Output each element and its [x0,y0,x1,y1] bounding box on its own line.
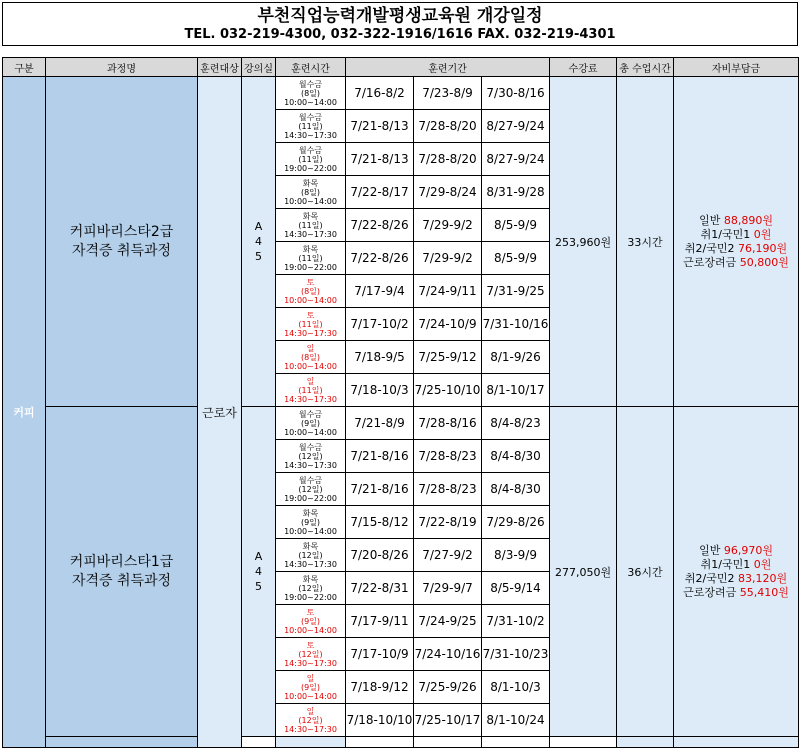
empty-cell [242,737,276,748]
room-char: 4 [255,235,262,248]
session-hours: 14:30~17:30 [284,130,337,140]
period-cell: 7/31-10/16 [482,308,550,341]
subsidy-label: 일반 [699,543,721,557]
period-cell: 8/1-10/3 [482,671,550,704]
subsidy-label: 근로장려금 [683,255,737,269]
session-day: 토 [306,310,315,320]
session-day: 월수금 [298,112,323,122]
subsidy-amount: 0원 [753,227,772,241]
period-cell: 7/28-8/23 [414,440,482,473]
period-cell: 7/22-8/31 [346,572,414,605]
session-hours: 19:00~22:00 [284,163,337,173]
period-cell: 7/15-8/12 [346,506,414,539]
session-hours: 10:00~14:00 [284,361,337,371]
session-count: (8일) [300,187,321,197]
period-cell: 7/21-8/13 [346,143,414,176]
table-row [3,407,799,440]
document-title: 부천직업능력개발평생교육원 개강일정 [257,6,543,26]
subsidy-line [674,572,798,586]
col-header-time: 훈련시간 [276,58,346,77]
session-time [276,341,346,374]
session-time [276,440,346,473]
period-cell: 7/28-8/20 [414,110,482,143]
room-char: 5 [255,250,262,263]
col-header-fee: 수강료 [550,58,617,77]
session-time [276,143,346,176]
period-cell: 7/17-9/11 [346,605,414,638]
session-count: (8일) [300,286,321,296]
period-cell: 8/4-8/30 [482,440,550,473]
session-count: (12일) [298,649,323,659]
schedule-table [2,57,799,748]
col-header-subsidy: 자비부담금 [674,58,799,77]
empty-cell [276,737,346,748]
empty-cell [346,737,414,748]
session-count: (11일) [298,220,323,230]
period-cell: 7/24-9/25 [414,605,482,638]
period-cell: 7/16-8/2 [346,77,414,110]
session-time [276,176,346,209]
session-time [276,242,346,275]
session-count: (12일) [298,550,323,560]
period-cell: 8/27-9/24 [482,110,550,143]
session-count: (9일) [300,616,321,626]
period-cell: 7/31-10/23 [482,638,550,671]
session-time [276,77,346,110]
session-hours: 14:30~17:30 [284,724,337,734]
period-cell: 7/30-8/16 [482,77,550,110]
subsidy-cell [674,407,799,737]
session-time [276,671,346,704]
subsidy-line [674,544,798,558]
session-hours: 10:00~14:00 [284,97,337,107]
period-cell: 7/22-8/26 [346,242,414,275]
period-cell: 7/28-8/23 [414,473,482,506]
session-day: 토 [306,277,315,287]
subsidy-line [674,228,798,242]
session-count: (9일) [300,517,321,527]
course-name-line: 자격증 취득과정 [71,242,172,259]
session-hours: 14:30~17:30 [284,658,337,668]
subsidy-label: 취1/국민1 [700,227,751,241]
session-time [276,539,346,572]
session-count: (8일) [300,88,321,98]
period-cell: 7/28-8/20 [414,143,482,176]
period-cell: 7/27-9/2 [414,539,482,572]
contact-info: TEL. 032-219-4300, 032-322-1916/1616 FAX. 032-219-4301 [184,27,616,42]
session-day: 화목 [302,508,319,518]
col-header-category: 구분 [3,58,46,77]
session-hours: 14:30~17:30 [284,460,337,470]
period-cell: 8/27-9/24 [482,143,550,176]
period-cell: 8/4-8/30 [482,473,550,506]
session-time [276,374,346,407]
period-cell: 8/4-8/23 [482,407,550,440]
period-cell: 7/17-10/9 [346,638,414,671]
subsidy-amount: 76,190원 [738,241,788,255]
period-cell: 7/18-10/3 [346,374,414,407]
subsidy-label: 취1/국민1 [700,557,751,571]
subsidy-cell [674,77,799,407]
session-day: 화목 [302,211,319,221]
session-time [276,605,346,638]
empty-cell [46,737,198,748]
room-char: A [254,550,263,563]
session-hours: 10:00~14:00 [284,196,337,206]
fee-cell: 277,050원 [550,407,617,737]
subsidy-line [674,256,798,270]
period-cell: 7/29-9/7 [414,572,482,605]
empty-cell [414,737,482,748]
subsidy-label: 일반 [699,213,721,227]
session-count: (12일) [298,715,323,725]
room-cell [242,77,276,407]
subsidy-line [674,586,798,600]
session-time [276,308,346,341]
document-header [2,2,798,46]
period-cell: 7/20-8/26 [346,539,414,572]
subsidy-label: 취2/국민2 [684,571,735,585]
period-cell: 7/25-9/26 [414,671,482,704]
session-hours: 14:30~17:30 [284,328,337,338]
session-count: (11일) [298,121,323,131]
empty-cell [674,737,799,748]
period-cell: 7/24-9/11 [414,275,482,308]
session-hours: 19:00~22:00 [284,592,337,602]
session-day: 일 [306,706,315,716]
period-cell: 7/22-8/19 [414,506,482,539]
room-char: A [254,220,263,233]
subsidy-label: 취2/국민2 [684,241,735,255]
period-cell: 7/25-10/17 [414,704,482,737]
table-header-row [3,58,799,77]
session-count: (12일) [298,451,323,461]
col-header-hours: 총 수업시간 [617,58,674,77]
col-header-target: 훈련대상 [198,58,242,77]
subsidy-line [674,558,798,572]
session-day: 일 [306,376,315,386]
period-cell: 7/18-10/10 [346,704,414,737]
course-name [46,407,198,737]
subsidy-amount: 55,410원 [739,585,789,599]
session-hours: 14:30~17:30 [284,559,337,569]
room-char: 5 [255,580,262,593]
hours-cell: 33시간 [617,77,674,407]
session-time [276,275,346,308]
session-count: (9일) [300,418,321,428]
period-cell: 8/5-9/14 [482,572,550,605]
room-cell [242,407,276,737]
period-cell: 7/31-10/2 [482,605,550,638]
period-cell: 7/18-9/12 [346,671,414,704]
session-day: 월수금 [298,442,323,452]
period-cell: 7/28-8/16 [414,407,482,440]
period-cell: 7/21-8/16 [346,440,414,473]
period-cell: 7/29-9/2 [414,209,482,242]
session-hours: 10:00~14:00 [284,295,337,305]
session-hours: 10:00~14:00 [284,526,337,536]
period-cell: 7/24-10/16 [414,638,482,671]
table-row [3,77,799,110]
subsidy-amount: 96,970원 [723,543,773,557]
session-day: 일 [306,673,315,683]
session-time [276,704,346,737]
session-day: 월수금 [298,409,323,419]
session-hours: 10:00~14:00 [284,427,337,437]
period-cell: 7/17-10/2 [346,308,414,341]
subsidy-amount: 0원 [753,557,772,571]
session-hours: 10:00~14:00 [284,625,337,635]
course-name-line: 커피바리스타2급 [69,223,174,240]
subsidy-amount: 88,890원 [723,213,773,227]
period-cell: 8/3-9/9 [482,539,550,572]
period-cell: 7/24-10/9 [414,308,482,341]
empty-cell [482,737,550,748]
session-time [276,473,346,506]
period-cell: 8/1-10/24 [482,704,550,737]
table-row [3,737,799,748]
session-day: 토 [306,640,315,650]
subsidy-line [674,214,798,228]
col-header-period: 훈련기간 [346,58,550,77]
session-time [276,407,346,440]
session-hours: 19:00~22:00 [284,493,337,503]
session-count: (12일) [298,583,323,593]
category-cell: 커피 [3,77,46,748]
course-name-line: 자격증 취득과정 [71,572,172,589]
session-day: 월수금 [298,79,323,89]
session-time [276,572,346,605]
session-count: (11일) [298,385,323,395]
session-day: 화목 [302,574,319,584]
target-cell: 근로자 [198,77,242,748]
session-hours: 10:00~14:00 [284,691,337,701]
period-cell: 8/1-9/26 [482,341,550,374]
period-cell: 7/25-10/10 [414,374,482,407]
col-header-course: 과정명 [46,58,198,77]
session-day: 화목 [302,541,319,551]
room-char: 4 [255,565,262,578]
period-cell: 8/31-9/28 [482,176,550,209]
session-day: 화목 [302,244,319,254]
period-cell: 7/29-9/2 [414,242,482,275]
session-day: 화목 [302,178,319,188]
empty-cell [617,737,674,748]
period-cell: 7/22-8/17 [346,176,414,209]
session-time [276,638,346,671]
empty-cell [550,737,617,748]
session-count: (11일) [298,154,323,164]
session-day: 토 [306,607,315,617]
session-hours: 14:30~17:30 [284,394,337,404]
session-hours: 19:00~22:00 [284,262,337,272]
session-count: (9일) [300,682,321,692]
period-cell: 8/1-10/17 [482,374,550,407]
session-day: 월수금 [298,475,323,485]
period-cell: 7/17-9/4 [346,275,414,308]
period-cell: 7/25-9/12 [414,341,482,374]
subsidy-amount: 50,800원 [739,255,789,269]
period-cell: 7/29-8/24 [414,176,482,209]
session-time [276,110,346,143]
period-cell: 7/22-8/26 [346,209,414,242]
session-hours: 14:30~17:30 [284,229,337,239]
period-cell: 8/5-9/9 [482,242,550,275]
course-name [46,77,198,407]
session-time [276,209,346,242]
session-count: (8일) [300,352,321,362]
session-count: (12일) [298,484,323,494]
period-cell: 8/5-9/9 [482,209,550,242]
period-cell: 7/21-8/9 [346,407,414,440]
session-count: (11일) [298,319,323,329]
session-day: 월수금 [298,145,323,155]
period-cell: 7/29-8/26 [482,506,550,539]
period-cell: 7/21-8/13 [346,110,414,143]
subsidy-line [674,242,798,256]
hours-cell: 36시간 [617,407,674,737]
course-name-line: 커피바리스타1급 [69,553,174,570]
session-time [276,506,346,539]
period-cell: 7/31-9/25 [482,275,550,308]
period-cell: 7/18-9/5 [346,341,414,374]
session-count: (11일) [298,253,323,263]
session-day: 일 [306,343,315,353]
subsidy-label: 근로장려금 [683,585,737,599]
period-cell: 7/21-8/16 [346,473,414,506]
fee-cell: 253,960원 [550,77,617,407]
period-cell: 7/23-8/9 [414,77,482,110]
subsidy-amount: 83,120원 [738,571,788,585]
col-header-room: 강의실 [242,58,276,77]
